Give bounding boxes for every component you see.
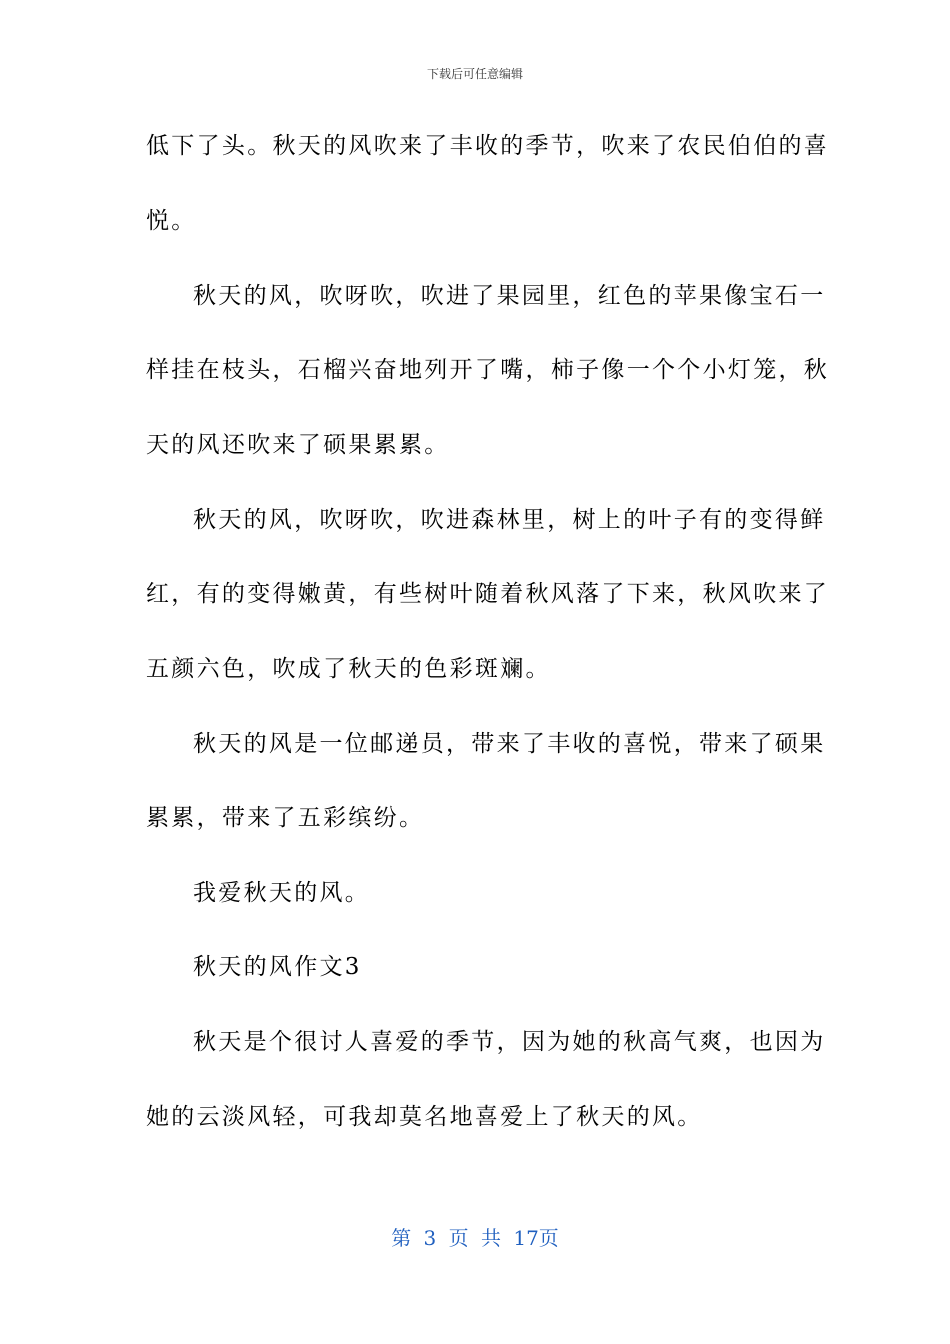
paragraph-line: 样挂在枝头，石榴兴奋地列开了嘴，柿子像一个个小灯笼，秋 xyxy=(146,357,830,383)
paragraph-line: 五颜六色，吹成了秋天的色彩斑斓。 xyxy=(146,656,551,682)
paragraph-line: 秋天的风，吹呀吹，吹进森林里，树上的叶子有的变得鲜 xyxy=(193,507,826,533)
page-header: 下载后可任意编辑 xyxy=(426,67,523,81)
paragraph-line: 秋天的风，吹呀吹，吹进了果园里，红色的苹果像宝石一 xyxy=(193,283,826,309)
page-number-footer: 第 3 页 共 17页 xyxy=(391,1226,559,1250)
paragraph-line: 我爱秋天的风。 xyxy=(193,880,371,906)
paragraph-line: 秋天的风是一位邮递员，带来了丰收的喜悦，带来了硕果 xyxy=(193,731,826,757)
paragraph-line: 累累，带来了五彩缤纷。 xyxy=(146,805,425,831)
paragraph-line: 天的风还吹来了硕果累累。 xyxy=(146,432,450,458)
section-heading: 秋天的风作文3 xyxy=(193,954,362,980)
paragraph-line: 红，有的变得嫩黄，有些树叶随着秋风落了下来，秋风吹来了 xyxy=(146,581,830,607)
paragraph-line: 悦。 xyxy=(146,208,197,234)
paragraph-line: 秋天是个很讨人喜爱的季节，因为她的秋高气爽，也因为 xyxy=(193,1029,826,1055)
paragraph-line: 低下了头。秋天的风吹来了丰收的季节，吹来了农民伯伯的喜 xyxy=(146,133,830,159)
paragraph-line: 她的云淡风轻，可我却莫名地喜爱上了秋天的风。 xyxy=(146,1104,703,1130)
